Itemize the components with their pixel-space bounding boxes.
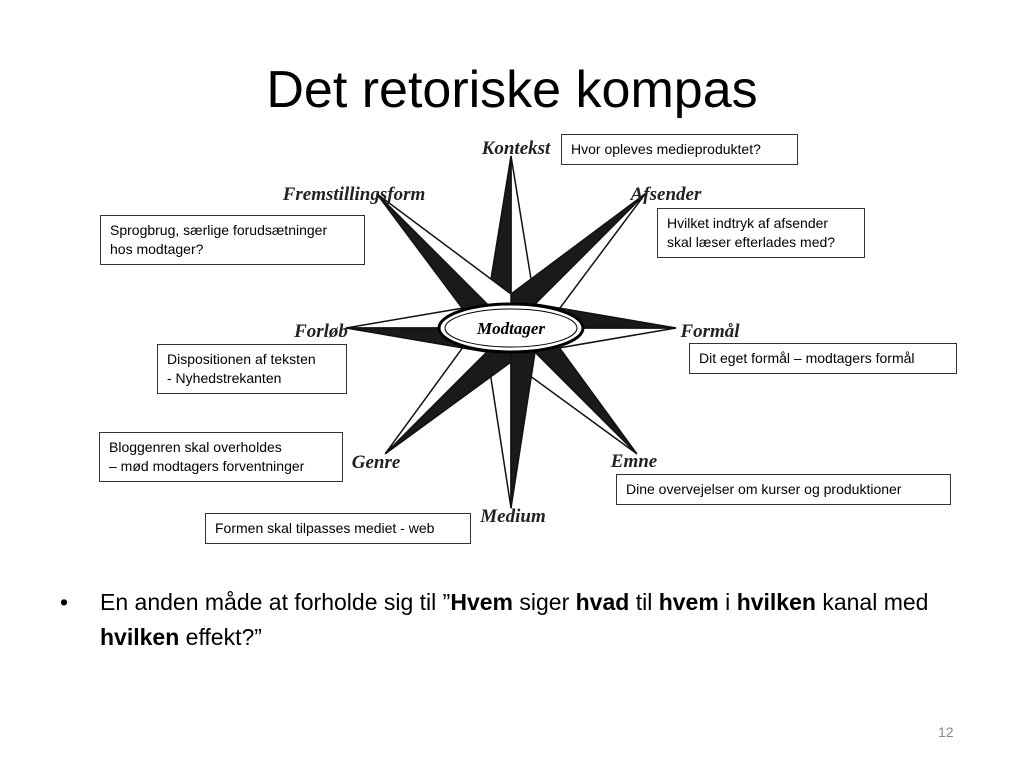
bullet-run: En anden måde at forholde sig til ” xyxy=(100,589,451,615)
bullet-run: hvem xyxy=(658,589,719,615)
bullet-run: hvad xyxy=(575,589,630,615)
bullet-marker: • xyxy=(60,589,69,615)
box-kontekst-text: Hvor opleves medieproduktet? xyxy=(571,141,761,157)
compass-point-dark-half xyxy=(511,328,535,508)
box-fremstillingsform-line1: Sprogbrug, særlige forudsætninger xyxy=(110,222,328,238)
box-formaal xyxy=(689,343,957,374)
box-fremstillingsform xyxy=(100,215,365,265)
box-forloeb-line2: - Nyhedstrekanten xyxy=(167,370,282,386)
center-label: Modtager xyxy=(477,319,545,338)
box-forloeb-line1: Dispositionen af teksten xyxy=(167,351,316,367)
box-afsender-line1: Hvilket indtryk af afsender xyxy=(667,215,829,231)
label-kontekst: Kontekst xyxy=(481,138,551,159)
box-emne xyxy=(616,474,951,505)
box-kontekst xyxy=(561,134,798,165)
box-afsender-line2: skal læser efterlades med? xyxy=(667,234,836,250)
label-genre: Genre xyxy=(351,452,401,473)
bullet-run: Hvem xyxy=(450,589,513,615)
box-genre xyxy=(99,432,343,482)
page-number: 12 xyxy=(938,724,954,740)
label-forloeb: Forløb xyxy=(294,321,348,342)
box-medium xyxy=(205,513,471,544)
box-genre-line1: Bloggenren skal overholdes xyxy=(109,439,282,455)
bullet-run: i xyxy=(718,589,737,615)
bullet-run: hvilken xyxy=(736,589,816,615)
bullet-run: effekt?” xyxy=(179,624,262,650)
box-medium-text: Formen skal tilpasses mediet - web xyxy=(215,520,435,536)
label-medium: Medium xyxy=(480,506,546,527)
box-forloeb xyxy=(157,344,347,394)
box-genre-line2: – mød modtagers forventninger xyxy=(109,458,305,474)
box-afsender xyxy=(657,208,865,258)
bullet-text xyxy=(100,585,940,655)
bullet-run: til xyxy=(629,589,659,615)
bullet-run: hvilken xyxy=(100,624,180,650)
label-fremstillingsform: Fremstillingsform xyxy=(282,184,426,205)
bullet-run: siger xyxy=(512,589,576,615)
box-formaal-text: Dit eget formål – modtagers formål xyxy=(699,350,915,366)
box-emne-text: Dine overvejelser om kurser og produktioner xyxy=(626,481,902,497)
label-afsender: Afsender xyxy=(630,184,702,205)
box-fremstillingsform-line2: hos modtager? xyxy=(110,241,204,257)
label-formaal: Formål xyxy=(680,321,740,342)
label-emne: Emne xyxy=(610,451,658,472)
slide-title: Det retoriske kompas xyxy=(266,61,758,119)
bullet-run: kanal med xyxy=(815,589,929,615)
